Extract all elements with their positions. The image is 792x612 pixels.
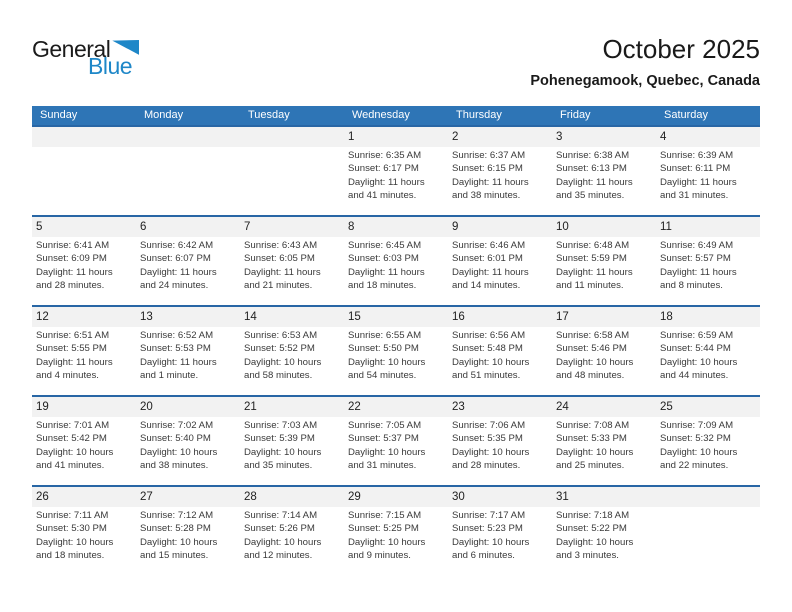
day-info-line: Daylight: 10 hours	[140, 536, 218, 548]
day-cell	[552, 327, 656, 395]
day-info-line: and 48 minutes.	[556, 370, 625, 382]
day-cell	[136, 417, 240, 485]
day-info-line: and 18 minutes.	[348, 280, 417, 292]
day-info-line: Daylight: 10 hours	[452, 536, 530, 548]
day-number: 26	[36, 491, 49, 503]
day-cell	[448, 237, 552, 305]
day-info-line: Sunset: 5:59 PM	[556, 253, 627, 265]
day-number: 21	[244, 401, 257, 413]
day-cell	[240, 507, 344, 575]
day-info-line: Sunset: 5:35 PM	[452, 433, 523, 445]
week-row	[32, 395, 760, 485]
weekday-header-sunday: Sunday	[40, 109, 78, 121]
weekday-header-saturday: Saturday	[664, 109, 709, 121]
day-info-line: Daylight: 10 hours	[140, 446, 218, 458]
day-info-line: Daylight: 11 hours	[556, 176, 633, 188]
day-info-line: and 18 minutes.	[36, 550, 105, 562]
day-info-line: Daylight: 10 hours	[348, 536, 426, 548]
empty-day-cell	[656, 507, 760, 575]
day-info-line: and 28 minutes.	[452, 460, 521, 472]
day-number-band	[32, 127, 760, 147]
weekday-header-friday: Friday	[560, 109, 591, 121]
day-info-line: Sunset: 5:25 PM	[348, 523, 419, 535]
weekday-header-thursday: Thursday	[456, 109, 502, 121]
week-row	[32, 125, 760, 215]
day-info-line: and 22 minutes.	[660, 460, 729, 472]
day-number: 10	[556, 221, 569, 233]
day-info-line: and 15 minutes.	[140, 550, 209, 562]
day-info-line: and 4 minutes.	[36, 370, 99, 382]
empty-day-number	[32, 127, 136, 147]
day-info-line: Sunset: 6:13 PM	[556, 163, 627, 175]
day-info-line: and 8 minutes.	[660, 280, 723, 292]
day-cell	[344, 237, 448, 305]
weekday-header-row	[32, 106, 760, 125]
day-info-line: Sunrise: 7:05 AM	[348, 420, 422, 431]
day-info-line: Daylight: 10 hours	[556, 446, 634, 458]
day-info-line: and 28 minutes.	[36, 280, 105, 292]
day-cell	[552, 417, 656, 485]
day-cell	[344, 507, 448, 575]
day-number: 30	[452, 491, 465, 503]
day-body-row	[32, 507, 760, 575]
day-info-line: Daylight: 11 hours	[556, 266, 633, 278]
day-body-row	[32, 417, 760, 485]
day-info-line: Sunset: 5:28 PM	[140, 523, 211, 535]
day-info-line: Sunrise: 6:56 AM	[452, 330, 526, 341]
day-number: 3	[556, 131, 563, 143]
weekday-header-tuesday: Tuesday	[248, 109, 290, 121]
day-cell	[552, 237, 656, 305]
day-info-line: Sunset: 5:23 PM	[452, 523, 523, 535]
day-number-band	[32, 397, 760, 417]
day-number: 11	[660, 221, 672, 233]
day-info-line: Daylight: 11 hours	[452, 176, 529, 188]
day-info-line: Sunrise: 6:37 AM	[452, 150, 526, 161]
day-cell	[552, 147, 656, 215]
weekday-header-wednesday: Wednesday	[352, 109, 410, 121]
day-info-line: and 1 minute.	[140, 370, 199, 382]
day-number: 22	[348, 401, 361, 413]
day-number: 14	[244, 311, 257, 323]
day-cell	[136, 237, 240, 305]
day-info-line: Sunset: 5:37 PM	[348, 433, 419, 445]
day-info-line: Sunset: 5:55 PM	[36, 343, 107, 355]
empty-day-number	[656, 487, 760, 507]
empty-day-cell	[136, 147, 240, 215]
day-info-line: and 24 minutes.	[140, 280, 209, 292]
title-block	[530, 34, 760, 89]
day-info-line: Sunset: 5:46 PM	[556, 343, 627, 355]
day-info-line: and 38 minutes.	[452, 190, 521, 202]
day-info-line: Sunrise: 7:03 AM	[244, 420, 318, 431]
day-info-line: Daylight: 11 hours	[140, 356, 217, 368]
day-info-line: Daylight: 10 hours	[660, 356, 738, 368]
day-info-line: Sunrise: 7:17 AM	[452, 510, 526, 521]
day-info-line: Daylight: 10 hours	[660, 446, 738, 458]
day-number: 2	[452, 131, 459, 143]
logo-text-blue: Blue	[88, 53, 133, 79]
day-number: 27	[140, 491, 153, 503]
day-info-line: Sunset: 5:33 PM	[556, 433, 627, 445]
day-info-line: Daylight: 10 hours	[244, 536, 322, 548]
day-info-line: Sunset: 5:44 PM	[660, 343, 731, 355]
day-info-line: Sunrise: 6:49 AM	[660, 240, 734, 251]
day-info-line: Sunrise: 6:42 AM	[140, 240, 214, 251]
day-info-line: Daylight: 10 hours	[36, 536, 114, 548]
day-number: 6	[140, 221, 147, 233]
day-cell	[656, 237, 760, 305]
day-info-line: Sunset: 5:32 PM	[660, 433, 731, 445]
day-info-line: Sunrise: 7:02 AM	[140, 420, 214, 431]
day-info-line: and 35 minutes.	[556, 190, 625, 202]
day-info-line: and 14 minutes.	[452, 280, 521, 292]
day-info-line: Daylight: 10 hours	[244, 446, 322, 458]
day-info-line: Sunset: 6:09 PM	[36, 253, 107, 265]
day-info-line: Sunset: 5:39 PM	[244, 433, 315, 445]
day-info-line: Sunrise: 6:39 AM	[660, 150, 734, 161]
day-info-line: Sunset: 5:22 PM	[556, 523, 627, 535]
day-info-line: Sunset: 5:50 PM	[348, 343, 419, 355]
day-info-line: Sunset: 5:57 PM	[660, 253, 731, 265]
day-cell	[656, 327, 760, 395]
day-number: 7	[244, 221, 251, 233]
day-info-line: Sunrise: 7:14 AM	[244, 510, 318, 521]
day-cell	[32, 417, 136, 485]
day-info-line: Daylight: 11 hours	[36, 266, 113, 278]
day-number: 28	[244, 491, 257, 503]
day-info-line: and 44 minutes.	[660, 370, 729, 382]
day-cell	[32, 237, 136, 305]
day-info-line: Daylight: 11 hours	[140, 266, 217, 278]
day-info-line: and 54 minutes.	[348, 370, 417, 382]
day-info-line: and 35 minutes.	[244, 460, 313, 472]
day-number: 9	[452, 221, 459, 233]
day-info-line: Sunset: 5:52 PM	[244, 343, 315, 355]
day-info-line: and 41 minutes.	[348, 190, 417, 202]
day-info-line: Daylight: 11 hours	[660, 176, 737, 188]
day-info-line: and 58 minutes.	[244, 370, 313, 382]
day-number: 18	[660, 311, 673, 323]
day-info-line: and 38 minutes.	[140, 460, 209, 472]
day-cell	[656, 417, 760, 485]
day-number: 4	[660, 131, 667, 143]
day-info-line: Daylight: 10 hours	[348, 356, 426, 368]
day-info-line: Sunset: 6:03 PM	[348, 253, 419, 265]
day-info-line: and 3 minutes.	[556, 550, 619, 562]
day-info-line: Daylight: 11 hours	[660, 266, 737, 278]
day-info-line: Sunrise: 6:35 AM	[348, 150, 422, 161]
logo-text-general: General	[32, 36, 111, 62]
empty-day-cell	[240, 147, 344, 215]
day-info-line: Daylight: 11 hours	[348, 176, 425, 188]
day-info-line: Sunrise: 6:38 AM	[556, 150, 630, 161]
day-info-line: and 12 minutes.	[244, 550, 313, 562]
day-info-line: Daylight: 11 hours	[36, 356, 113, 368]
day-info-line: Sunrise: 6:51 AM	[36, 330, 110, 341]
empty-day-number	[240, 127, 344, 147]
day-info-line: Sunrise: 6:46 AM	[452, 240, 526, 251]
day-info-line: Daylight: 10 hours	[452, 356, 530, 368]
day-number: 19	[36, 401, 49, 413]
day-info-line: and 31 minutes.	[660, 190, 729, 202]
day-info-line: Sunrise: 6:52 AM	[140, 330, 214, 341]
day-cell	[656, 147, 760, 215]
empty-day-cell	[32, 147, 136, 215]
day-number: 8	[348, 221, 355, 233]
day-cell	[32, 507, 136, 575]
day-info-line: Daylight: 11 hours	[452, 266, 529, 278]
day-number: 15	[348, 311, 361, 323]
week-row	[32, 485, 760, 575]
day-info-line: Sunset: 5:26 PM	[244, 523, 315, 535]
day-info-line: and 25 minutes.	[556, 460, 625, 472]
day-info-line: Sunrise: 7:12 AM	[140, 510, 214, 521]
week-row	[32, 215, 760, 305]
day-number: 24	[556, 401, 569, 413]
day-cell	[32, 327, 136, 395]
day-info-line: Sunrise: 7:01 AM	[36, 420, 110, 431]
day-info-line: Sunset: 6:17 PM	[348, 163, 419, 175]
calendar-grid	[32, 106, 760, 575]
day-info-line: Sunrise: 6:45 AM	[348, 240, 422, 251]
day-body-row	[32, 147, 760, 215]
weekday-header-monday: Monday	[144, 109, 184, 121]
day-cell	[344, 417, 448, 485]
day-number-band	[32, 217, 760, 237]
day-info-line: Sunrise: 6:58 AM	[556, 330, 630, 341]
day-cell	[448, 327, 552, 395]
day-cell	[448, 147, 552, 215]
day-number: 20	[140, 401, 153, 413]
day-info-line: and 11 minutes.	[556, 280, 624, 292]
day-number-band	[32, 487, 760, 507]
day-info-line: Sunrise: 7:08 AM	[556, 420, 630, 431]
day-body-row	[32, 237, 760, 305]
day-number: 29	[348, 491, 361, 503]
day-number: 13	[140, 311, 153, 323]
day-number: 12	[36, 311, 49, 323]
day-number: 5	[36, 221, 43, 233]
day-cell	[552, 507, 656, 575]
day-info-line: Daylight: 10 hours	[244, 356, 322, 368]
day-cell	[240, 417, 344, 485]
day-info-line: Sunrise: 7:18 AM	[556, 510, 630, 521]
day-info-line: Sunrise: 6:48 AM	[556, 240, 630, 251]
month-title: October 2025	[602, 34, 760, 64]
day-info-line: Daylight: 10 hours	[348, 446, 426, 458]
day-info-line: Sunset: 6:05 PM	[244, 253, 315, 265]
day-number: 17	[556, 311, 569, 323]
day-cell	[240, 327, 344, 395]
general-blue-logo	[32, 36, 152, 79]
day-info-line: Sunset: 6:07 PM	[140, 253, 211, 265]
day-info-line: Sunrise: 7:15 AM	[348, 510, 422, 521]
day-cell	[448, 417, 552, 485]
day-info-line: Daylight: 10 hours	[556, 356, 634, 368]
day-info-line: Sunrise: 7:06 AM	[452, 420, 526, 431]
day-info-line: Sunrise: 6:53 AM	[244, 330, 318, 341]
day-number: 23	[452, 401, 465, 413]
day-cell	[136, 327, 240, 395]
day-number: 1	[348, 131, 355, 143]
day-info-line: Sunset: 5:53 PM	[140, 343, 211, 355]
day-info-line: Sunrise: 6:55 AM	[348, 330, 422, 341]
day-info-line: Sunset: 5:40 PM	[140, 433, 211, 445]
day-info-line: Daylight: 11 hours	[244, 266, 321, 278]
day-info-line: Sunset: 6:01 PM	[452, 253, 523, 265]
day-info-line: and 41 minutes.	[36, 460, 105, 472]
day-info-line: Daylight: 10 hours	[452, 446, 530, 458]
day-number-band	[32, 307, 760, 327]
day-info-line: and 51 minutes.	[452, 370, 521, 382]
day-number: 31	[556, 491, 569, 503]
day-info-line: Daylight: 10 hours	[36, 446, 114, 458]
day-info-line: Sunrise: 7:11 AM	[36, 510, 109, 521]
day-cell	[448, 507, 552, 575]
day-info-line: Sunrise: 6:41 AM	[36, 240, 110, 251]
day-info-line: Daylight: 11 hours	[348, 266, 425, 278]
day-info-line: Sunrise: 6:43 AM	[244, 240, 318, 251]
empty-day-number	[136, 127, 240, 147]
day-info-line: and 21 minutes.	[244, 280, 313, 292]
day-cell	[136, 507, 240, 575]
day-info-line: and 31 minutes.	[348, 460, 417, 472]
day-info-line: Sunrise: 6:59 AM	[660, 330, 734, 341]
day-info-line: Sunset: 6:15 PM	[452, 163, 523, 175]
day-info-line: Sunset: 5:30 PM	[36, 523, 107, 535]
day-cell	[344, 327, 448, 395]
day-cell	[240, 237, 344, 305]
day-cell	[344, 147, 448, 215]
day-body-row	[32, 327, 760, 395]
day-number: 16	[452, 311, 465, 323]
week-row	[32, 305, 760, 395]
location-subtitle: Pohenegamook, Quebec, Canada	[530, 73, 760, 89]
day-info-line: Sunrise: 7:09 AM	[660, 420, 734, 431]
day-info-line: Sunset: 5:48 PM	[452, 343, 523, 355]
day-info-line: Sunset: 5:42 PM	[36, 433, 107, 445]
day-info-line: and 6 minutes.	[452, 550, 515, 562]
day-info-line: Daylight: 10 hours	[556, 536, 634, 548]
day-info-line: Sunset: 6:11 PM	[660, 163, 731, 175]
day-number: 25	[660, 401, 673, 413]
day-info-line: and 9 minutes.	[348, 550, 411, 562]
